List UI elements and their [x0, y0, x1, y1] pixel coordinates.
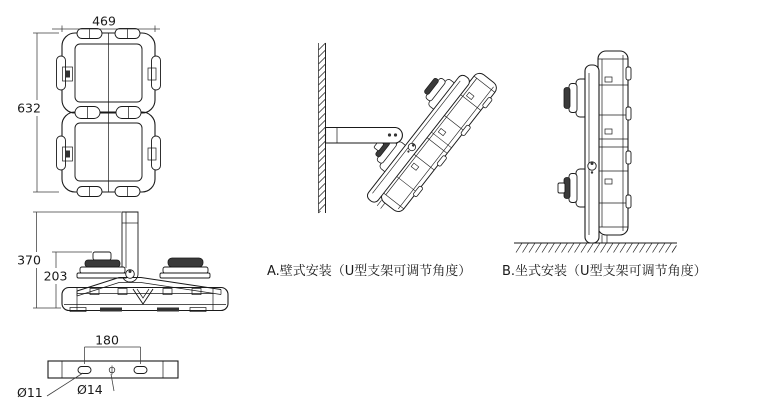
top-view	[15, 212, 228, 312]
seat-mount-caption: B.坐式安装（U型支架可调节角度）	[502, 264, 707, 279]
dimension-body-height	[42, 252, 92, 308]
dim-body-height-label: 203	[43, 268, 68, 284]
base-plate-view	[17, 333, 178, 401]
bolt-dot	[388, 133, 391, 136]
lamp-cap-right	[160, 258, 210, 278]
wall-mount-caption: A.壁式安装（U型支架可调节角度）	[267, 264, 472, 279]
seat-mount-view	[502, 51, 707, 279]
dimension-slot-diameter	[17, 373, 83, 400]
cable-v	[133, 289, 153, 304]
lamp-cap-left	[77, 252, 127, 278]
dim-hole-spacing-label: 180	[95, 332, 119, 348]
body-slab	[62, 288, 228, 311]
center-hole-diameter-label: Ø14	[77, 382, 103, 397]
ground-hatching	[514, 243, 677, 253]
wall-arm	[326, 128, 403, 144]
dimension-hole-spacing	[85, 333, 141, 365]
base-plate	[48, 361, 178, 378]
bolt-dot	[394, 133, 397, 136]
wall-hatching	[319, 43, 326, 213]
dimension-height	[15, 33, 59, 192]
front-view	[15, 14, 161, 197]
slot-diameter-label: Ø11	[17, 385, 43, 400]
dim-overall-height-label: 370	[17, 252, 41, 268]
slot-hole-left	[78, 367, 91, 374]
dim-height-label: 632	[17, 100, 41, 116]
standing-floodlight	[558, 51, 631, 243]
dimension-width	[52, 14, 160, 33]
wall-mount-view	[267, 43, 501, 279]
dim-width-label: 469	[92, 13, 116, 29]
slot-hole-right	[134, 367, 147, 374]
